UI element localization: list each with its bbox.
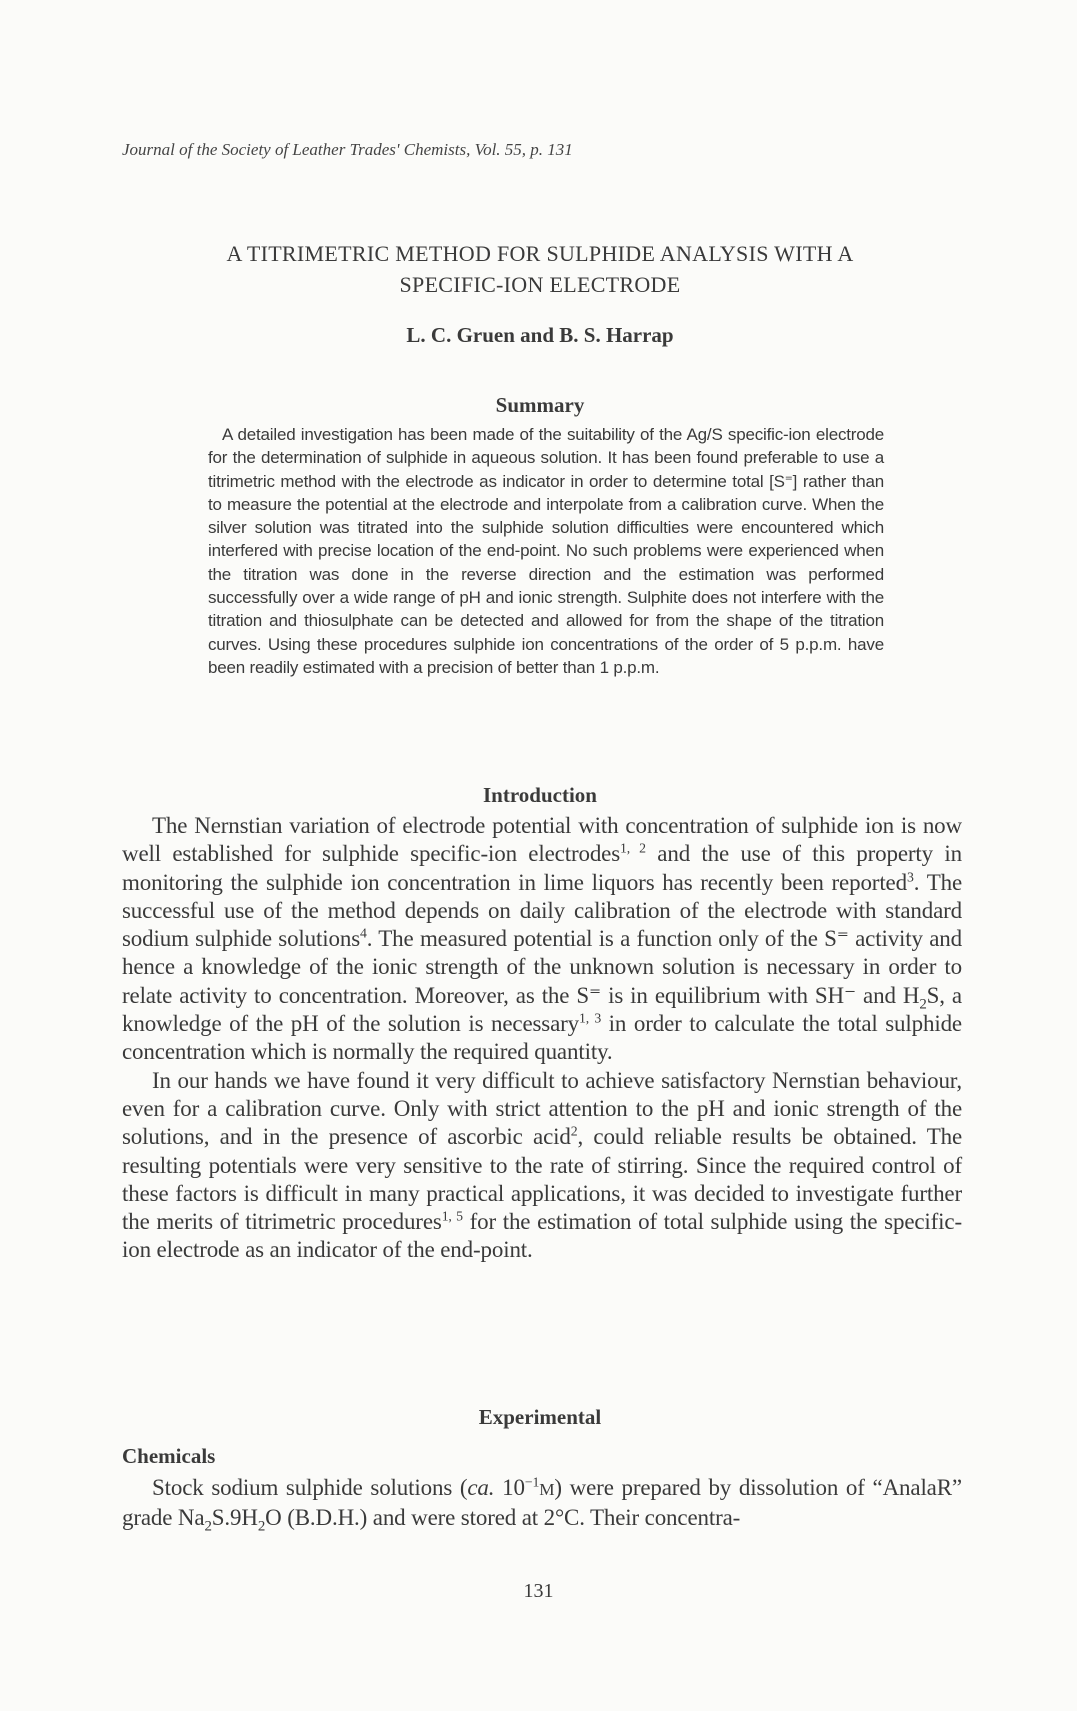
chemicals-subheading: Chemicals [122, 1444, 216, 1468]
text-run: S.9H [211, 1505, 258, 1531]
italic-text: ca. [467, 1475, 495, 1500]
chemicals-paragraph [122, 1474, 962, 1533]
reference-superscript: 3 [906, 868, 914, 884]
text-run: and the use of this property in monitoring the sulphide ion concentration in lime liquors has recently been reported [122, 841, 962, 895]
title-line-1: A TITRIMETRIC METHOD FOR SULPHIDE ANALYSIS WITH A [226, 241, 854, 266]
text-run: . The successful use of the method depends on daily calibration of the electrode with standard sodium sulphide solutions [122, 869, 962, 952]
journal-citation: Journal of the Society of Leather Trades' Chemists, Vol. 55, p. 131 [122, 140, 573, 159]
text-run: . The measured potential is a function only of the S⁼ activity and hence a knowledge of the ionic strength of the unknown solution is necessary in order to relate activity to concentration. Moreover, as the S⁼ is in equilibrium with SH⁻ and H [122, 926, 962, 1008]
reference-superscript: 2 [570, 1123, 578, 1139]
molar-unit: M [539, 1480, 555, 1499]
subscript: 2 [919, 996, 927, 1013]
subscript: 2 [204, 1518, 212, 1535]
page-number: 131 [523, 1580, 554, 1602]
text-run: The Nernstian variation of electrode potential with concentration of sulphide ion is now well established for sulphide specific-ion electrodes [122, 813, 962, 867]
reference-superscript: 1, 3 [579, 1010, 602, 1026]
text-run: in order to calculate the total sulphide concentration which is normally the required quantity. [122, 1011, 962, 1065]
exponent-superscript: −1 [524, 1474, 540, 1490]
text-run: , could reliable results be obtained. The resulting potentials were very sensitive to the rate of stirring. Since the required control of these factors is difficult in many practical applications, it was decided to investigate further the merits of titrimetric procedures [122, 1124, 963, 1235]
text-run: for the estimation of total sulphide using the specific-ion electrode as an indicator of the end-point. [122, 1209, 962, 1263]
summary-section [208, 423, 884, 679]
chemicals-section [122, 1474, 962, 1533]
text-run: O (B.D.H.) and were stored at 2°C. Their concentra- [265, 1505, 741, 1531]
summary-heading: Summary [495, 393, 585, 417]
text-run: In our hands we have found it very difficult to achieve satisfactory Nernstian behaviour, even for a calibration curve. Only with strict attention to the pH and ionic strength of the solutions, and in the presence of ascorbic acid [122, 1067, 962, 1150]
intro-paragraph-2 [122, 1067, 962, 1265]
introduction-heading: Introduction [483, 783, 597, 807]
reference-superscript: 4 [360, 925, 367, 941]
article-title [120, 238, 960, 300]
introduction-section [122, 812, 962, 1265]
title-line-2: SPECIFIC-ION ELECTRODE [399, 272, 681, 297]
text-run: 10 [494, 1475, 525, 1500]
reference-superscript: 1, 2 [620, 840, 646, 856]
authors: L. C. Gruen and B. S. Harrap [406, 323, 674, 347]
text-run: ) were prepared by dissolution of “AnalaR” grade Na [122, 1475, 962, 1531]
text-run: Stock sodium sulphide solutions ( [152, 1475, 468, 1500]
text-run: S, a knowledge of the pH of the solution is necessary [122, 982, 962, 1037]
reference-superscript: 1, 5 [441, 1208, 463, 1224]
intro-paragraph-1 [122, 812, 962, 1067]
experimental-heading: Experimental [478, 1405, 602, 1429]
subscript: 2 [257, 1518, 266, 1535]
summary-paragraph: A detailed investigation has been made of the suitability of the Ag/S specific-ion electrode for the determination of sulphide in aqueous solution. It has been found preferable to use a titrimetric method with the electrode as indicator in order to determine total [S⁼] rather than to measure the potential at the electrode and interpolate from a calibration curve. When the silver solution was titrated into the sulphide solution difficulties were encountered which interfered with precise location of the end-point. No such problems were experienced when the titration was done in the reverse direction and the estimation was performed successfully over a wide range of pH and ionic strength. Sulphite does not interfere with the titration and thiosulphate can be detected and allowed for from the shape of the titration curves. Using these procedures sulphide ion concentrations of the order of 5 p.p.m. have been readily estimated with a precision of better than 1 p.p.m. [208, 425, 884, 677]
